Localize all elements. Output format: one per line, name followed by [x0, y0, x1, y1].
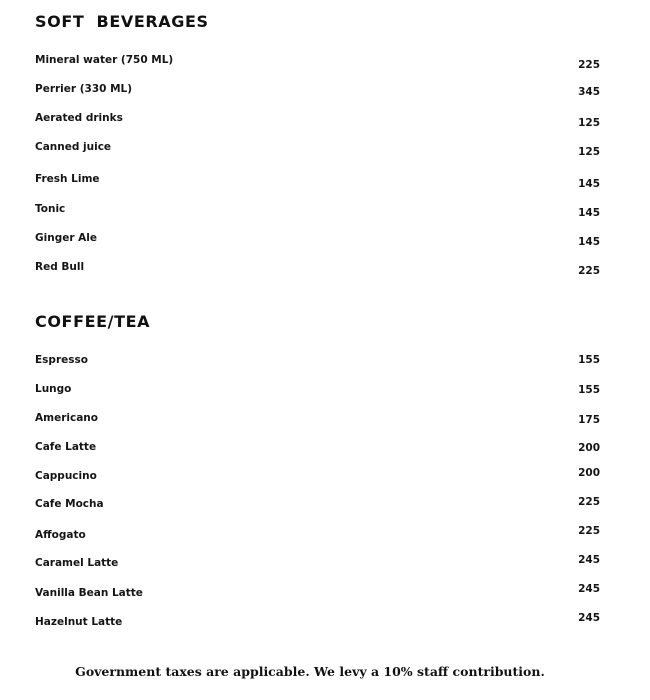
menu-item-price: 245: [578, 583, 600, 595]
menu-item-price: 200: [578, 467, 600, 479]
menu-item-price: 145: [578, 236, 600, 248]
menu-item-price: 145: [578, 207, 600, 219]
menu-item-name: Aerated drinks: [35, 112, 123, 124]
menu-item-name: Mineral water (750 ML): [35, 54, 174, 66]
menu-item-price: 155: [578, 384, 600, 396]
menu-item-price: 245: [578, 612, 600, 624]
menu-item-price: 155: [578, 354, 600, 366]
menu-item-price: 225: [578, 525, 600, 537]
menu-item-price: 125: [578, 117, 600, 129]
menu-item-name: Lungo: [35, 383, 72, 395]
menu-item-name: Cafe Latte: [35, 441, 97, 453]
section-title-coffee-tea: COFFEE/TEA: [35, 312, 151, 331]
menu-item-price: 175: [578, 414, 600, 426]
menu-item-name: Canned juice: [35, 141, 112, 153]
menu-item-price: 345: [578, 86, 600, 98]
menu-item-name: Hazelnut Latte: [35, 616, 123, 628]
menu-item-price: 225: [578, 59, 600, 71]
section-title-soft-beverages: SOFT BEVERAGES: [35, 12, 209, 31]
menu-item-price: 225: [578, 496, 600, 508]
menu-item-name: Tonic: [35, 203, 66, 215]
menu-item-price: 125: [578, 146, 600, 158]
menu-item-price: 145: [578, 178, 600, 190]
menu-item-name: Fresh Lime: [35, 173, 100, 185]
menu-item-name: Perrier (330 ML): [35, 83, 133, 95]
menu-item-name: Red Bull: [35, 261, 85, 273]
menu-item-name: Affogato: [35, 529, 86, 541]
menu-item-name: Americano: [35, 412, 98, 424]
menu-item-name: Vanilla Bean Latte: [35, 587, 143, 599]
menu-item-name: Cafe Mocha: [35, 498, 104, 510]
menu-item-name: Caramel Latte: [35, 557, 119, 569]
menu-item-price: 200: [578, 442, 600, 454]
menu-item-name: Cappucino: [35, 470, 97, 482]
menu-item-price: 225: [578, 265, 600, 277]
menu-item-price: 245: [578, 554, 600, 566]
tax-note: Government taxes are applicable. We levy a 10% staff contribution.: [75, 664, 545, 679]
menu-item-name: Ginger Ale: [35, 232, 98, 244]
menu-item-name: Espresso: [35, 354, 88, 366]
